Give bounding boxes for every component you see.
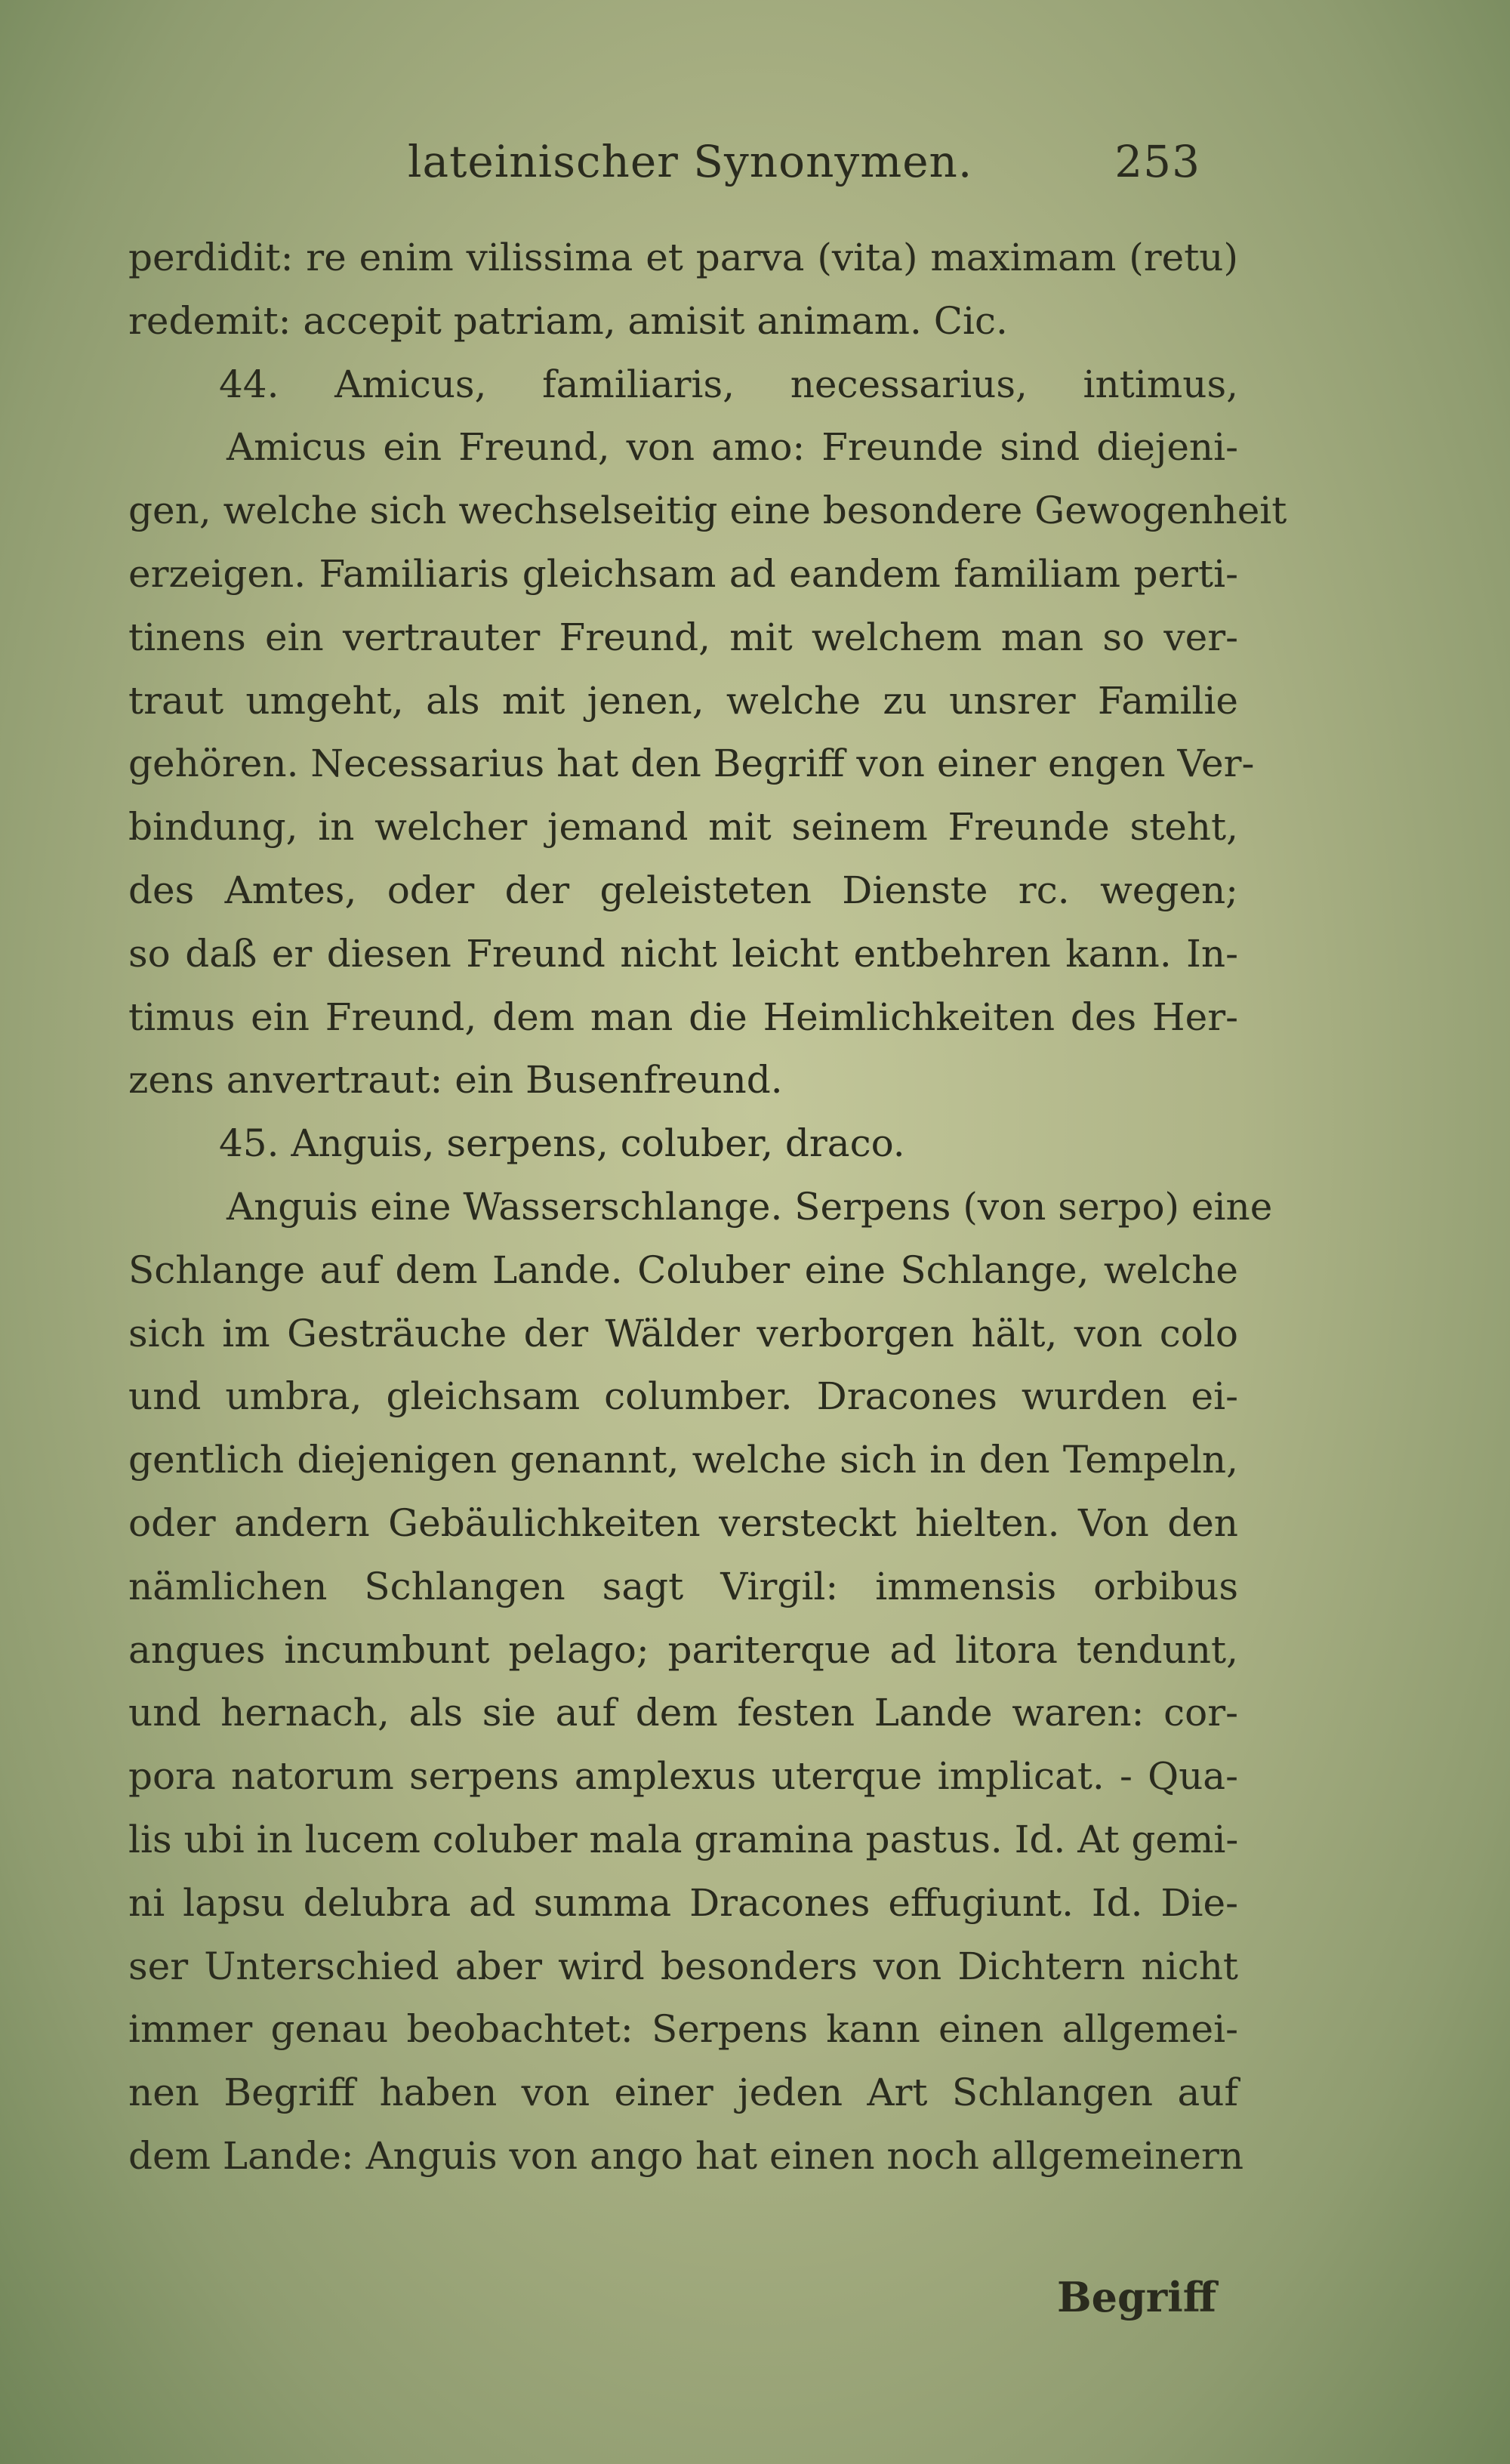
text-line: und umbra, gleichsam columber. Dracones wurden ei- [128,1374,1238,1419]
text-line: gen, welche sich wechselseitig eine besondere Gewogenheit [128,489,1287,533]
page-number: 253 [1114,136,1200,187]
text-line: zens anvertraut: ein Busenfreund. [128,1058,783,1102]
text-line: nen Begriff haben von einer jeden Art Schlangen auf [128,2071,1238,2115]
text-line: so daß er diesen Freund nicht leicht entbehren kann. In- [128,931,1238,976]
text-line: erzeigen. Familiaris gleichsam ad eandem familiam perti- [128,551,1238,596]
text-line: angues incumbunt pelago; pariterque ad litora tendunt, [128,1627,1238,1672]
text-line: ser Unterschied aber wird besonders von Dichtern nicht [128,1944,1238,1988]
text-line: bindung, in welcher jemand mit seinem Freunde steht, [128,805,1238,850]
text-line: traut umgeht, als mit jenen, welche zu unsrer Familie [128,678,1238,723]
text-line: immer genau beobachtet: Serpens kann einen allgemei- [128,2007,1238,2052]
running-header [128,136,1200,187]
text-line: oder andern Gebäulichkeiten versteckt hielten. Von den [128,1500,1238,1545]
catchword: Begriff [1057,2273,1217,2321]
text-line: redemit: accepit patriam, amisit animam. Cic. [128,298,1008,343]
section-heading: 45. Anguis, serpens, coluber, draco. [219,1121,905,1166]
section-heading: 44. Amicus, familiaris, necessarius, intimus, [219,362,1238,406]
text-line: ni lapsu delubra ad summa Dracones effugiunt. Id. Die- [128,1880,1238,1925]
text-line: dem Lande: Anguis von ango hat einen noch allgemeinern [128,2133,1244,2178]
text-line: timus ein Freund, dem man die Heimlichkeiten des Her- [128,995,1238,1039]
text-line: perdidit: re enim vilissima et parva (vita) maximam (retu) [128,236,1238,279]
text-line: sich im Gesträuche der Wälder verborgen hält, von colo [128,1311,1238,1355]
text-line: des Amtes, oder der geleisteten Dienste rc. wegen; [128,868,1238,912]
text-line: pora natorum serpens amplexus uterque implicat. - Qua- [128,1754,1238,1799]
text-line: gehören. Necessarius hat den Begriff von einer engen Ver- [128,742,1255,786]
running-title: lateinischer Synonymen. [408,136,973,187]
text-line: lis ubi in lucem coluber mala gramina pastus. Id. At gemi- [128,1817,1239,1861]
text-line: gentlich diejenigen genannt, welche sich in den Tempeln, [128,1438,1238,1482]
text-line: und hernach, als sie auf dem festen Lande waren: cor- [128,1691,1238,1735]
text-line: Amicus ein Freund, von amo: Freunde sind diejeni- [226,425,1238,470]
text-line: tinens ein vertrauter Freund, mit welchem man so ver- [128,615,1238,659]
text-body [128,227,1287,2188]
text-line: nämlichen Schlangen sagt Virgil: immensis orbibus [128,1564,1238,1608]
text-line: Anguis eine Wasserschlange. Serpens (von serpo) eine [226,1184,1273,1229]
text-line: Schlange auf dem Lande. Coluber eine Schlange, welche [128,1247,1238,1292]
